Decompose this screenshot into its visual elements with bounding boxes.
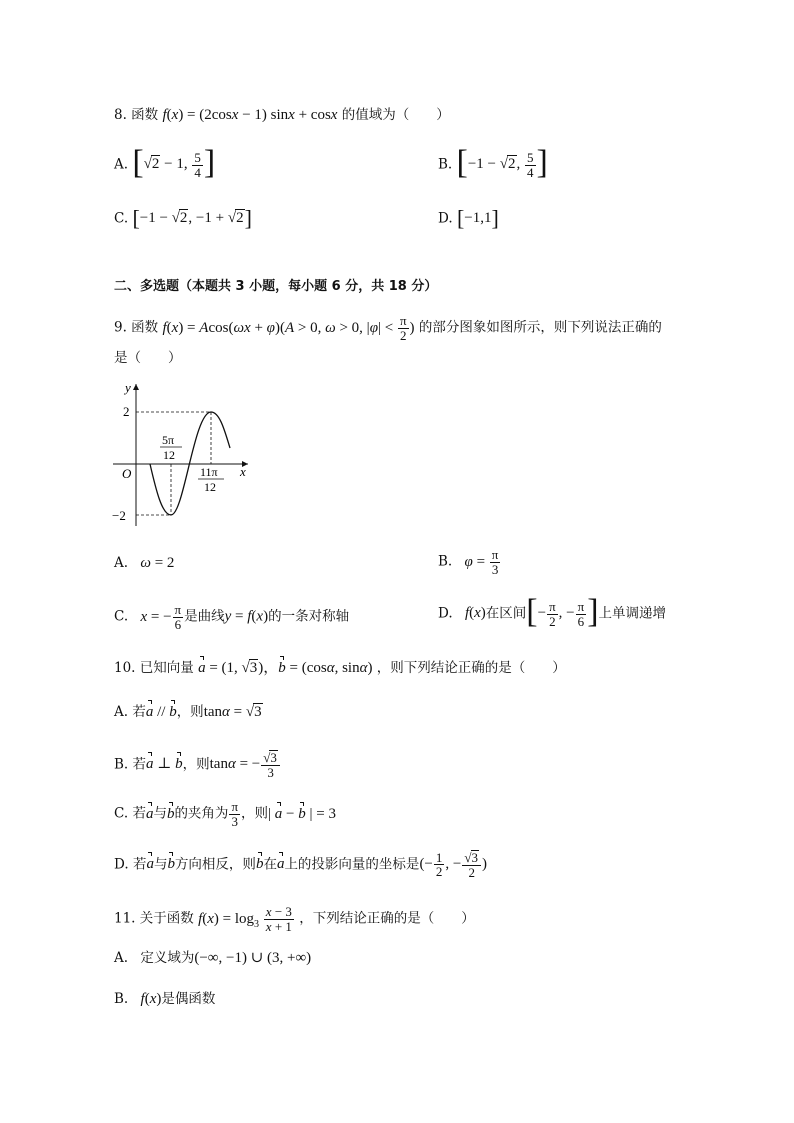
q10-option-c-result: | a − b | = 3 bbox=[268, 805, 336, 822]
q9-option-c-math1: x = − $\frac{\pi}{6}$ bbox=[140, 602, 182, 632]
q10-option-d-result: (− $\frac{1}{2}$ , − $\frac{√3}{2}$ ) bbox=[419, 849, 488, 881]
graph-x-label: x bbox=[240, 464, 246, 479]
q10-option-b-result: tanα = − $\frac{√3}{3}$ bbox=[210, 756, 281, 772]
graph-ymax-label: 2 bbox=[123, 404, 130, 419]
q9-option-c-math2: y = f(x) bbox=[224, 608, 269, 625]
q10-option-b: B. 若a ⊥ b，则tanα = − $\frac{√3}{3}$ bbox=[114, 750, 281, 780]
q10-option-d: D. 若a与b方向相反，则b在a上的投影向量的坐标是(− $\frac{1}{2}$ , − $\frac{√3}{2}$ ) bbox=[114, 849, 488, 881]
q10-vectors: a = (1, √3)，b = (cosα, sinα) bbox=[198, 660, 373, 676]
q10-option-a-cond: a // b bbox=[145, 704, 177, 720]
q10-option-b-cond: a ⊥ b bbox=[146, 756, 183, 773]
q11-function: $f(x) = \log_3$ $\frac{x - 3}{x + 1}$ bbox=[198, 904, 292, 934]
graph-ymin-label: −2 bbox=[112, 508, 126, 523]
graph-y-arrow bbox=[133, 384, 139, 390]
q10-stem: 10. 已知向量 a = (1, √3)，b = (cosα, sinα) ，则下列结论正确的是（ ） bbox=[114, 660, 566, 676]
q9-function: f(x) = Acos(ωx + φ)(A > 0, ω > 0, |φ| < $\frac{\pi}{2}$ ) bbox=[162, 313, 415, 343]
q11-option-a: A. 定义域为(−∞, −1) ∪ (3, +∞) bbox=[114, 950, 312, 966]
q10-option-c-angle: $\frac{\pi}{3}$ bbox=[231, 799, 239, 829]
q9-option-d-math1: f(x) bbox=[464, 605, 486, 622]
q8-option-d-math: [−1,1] bbox=[456, 206, 499, 231]
graph-tick1-den: 12 bbox=[163, 448, 175, 462]
q9-option-a: A. ω = 2 bbox=[114, 555, 175, 571]
q9-option-b: B. φ = $\frac{\pi}{3}$ bbox=[438, 548, 501, 576]
q8-stem: 8. 函数 f(x) = (2cosx − 1) sinx + cosx 的值域为（ ） bbox=[114, 107, 450, 123]
q9-graph bbox=[108, 378, 258, 530]
graph-tick1-num: 5π bbox=[162, 433, 175, 447]
q8-option-b-math: [−1 − √2, $\frac{5}{4}$ ] bbox=[456, 144, 548, 181]
q9-option-a-math: ω = 2 bbox=[140, 555, 175, 571]
q8-option-b: B. [−1 − √2, $\frac{5}{4}$ ] bbox=[438, 144, 548, 181]
q8-option-d: D. [−1,1] bbox=[438, 206, 499, 231]
q9-stem: 9. 函数 f(x) = Acos(ωx + φ)(A > 0, ω > 0, |φ| < $\frac{\pi}{2}$ ) 的部分图象如图所示，则下列说法正确的 bbox=[114, 313, 662, 343]
section-heading: 二、多选题（本题共 3 小题，每小题 6 分，共 18 分） bbox=[114, 279, 438, 294]
graph-tick2-num: 11π bbox=[200, 465, 218, 479]
q10-option-c: C. 若a与b的夹角为 $\frac{\pi}{3}$ ，则| a − b | = 3 bbox=[114, 799, 336, 829]
q11-option-a-domain: (−∞, −1) ∪ (3, +∞) bbox=[194, 950, 312, 966]
q8-option-c-math: [−1 − √2, −1 + √2] bbox=[132, 206, 252, 231]
q8-function: f(x) = (2cosx − 1) sinx + cosx bbox=[162, 107, 338, 123]
q10-option-a-result: tanα = √3 bbox=[203, 704, 262, 720]
q9-option-c: C. x = − $\frac{\pi}{6}$ 是曲线y = f(x)的一条对称轴 bbox=[114, 602, 350, 632]
graph-origin-label: O bbox=[122, 466, 132, 481]
q11-stem: 11. 关于函数 $f(x) = \log_3$ $\frac{x - 3}{x + 1}$ ，下列结论正确的是（ ） bbox=[114, 904, 475, 934]
q8-option-c: C. [−1 − √2, −1 + √2] bbox=[114, 206, 252, 231]
q9-option-d-interval: [− $\frac{\pi}{2}$ , − $\frac{\pi}{6}$ ] bbox=[526, 593, 599, 630]
q11-option-b: B. f(x)是偶函数 bbox=[114, 991, 216, 1007]
graph-tick2-den: 12 bbox=[204, 480, 216, 494]
q10-option-a: A. 若a // b，则tanα = √3 bbox=[114, 704, 262, 720]
q8-option-a-math: [√2 − 1, $\frac{5}{4}$ ] bbox=[132, 144, 216, 181]
q11-option-b-func: f(x) bbox=[140, 991, 162, 1007]
q9-option-d: D. f(x)在区间[− $\frac{\pi}{2}$ , − $\frac{\pi}{6}$ ]上单调递增 bbox=[438, 593, 667, 630]
q9-option-b-math: φ = $\frac{\pi}{3}$ bbox=[464, 547, 499, 577]
graph-y-label: y bbox=[125, 380, 131, 395]
q8-option-a: A. [√2 − 1, $\frac{5}{4}$ ] bbox=[114, 144, 216, 181]
q9-stem-line2: 是（ ） bbox=[114, 350, 182, 366]
